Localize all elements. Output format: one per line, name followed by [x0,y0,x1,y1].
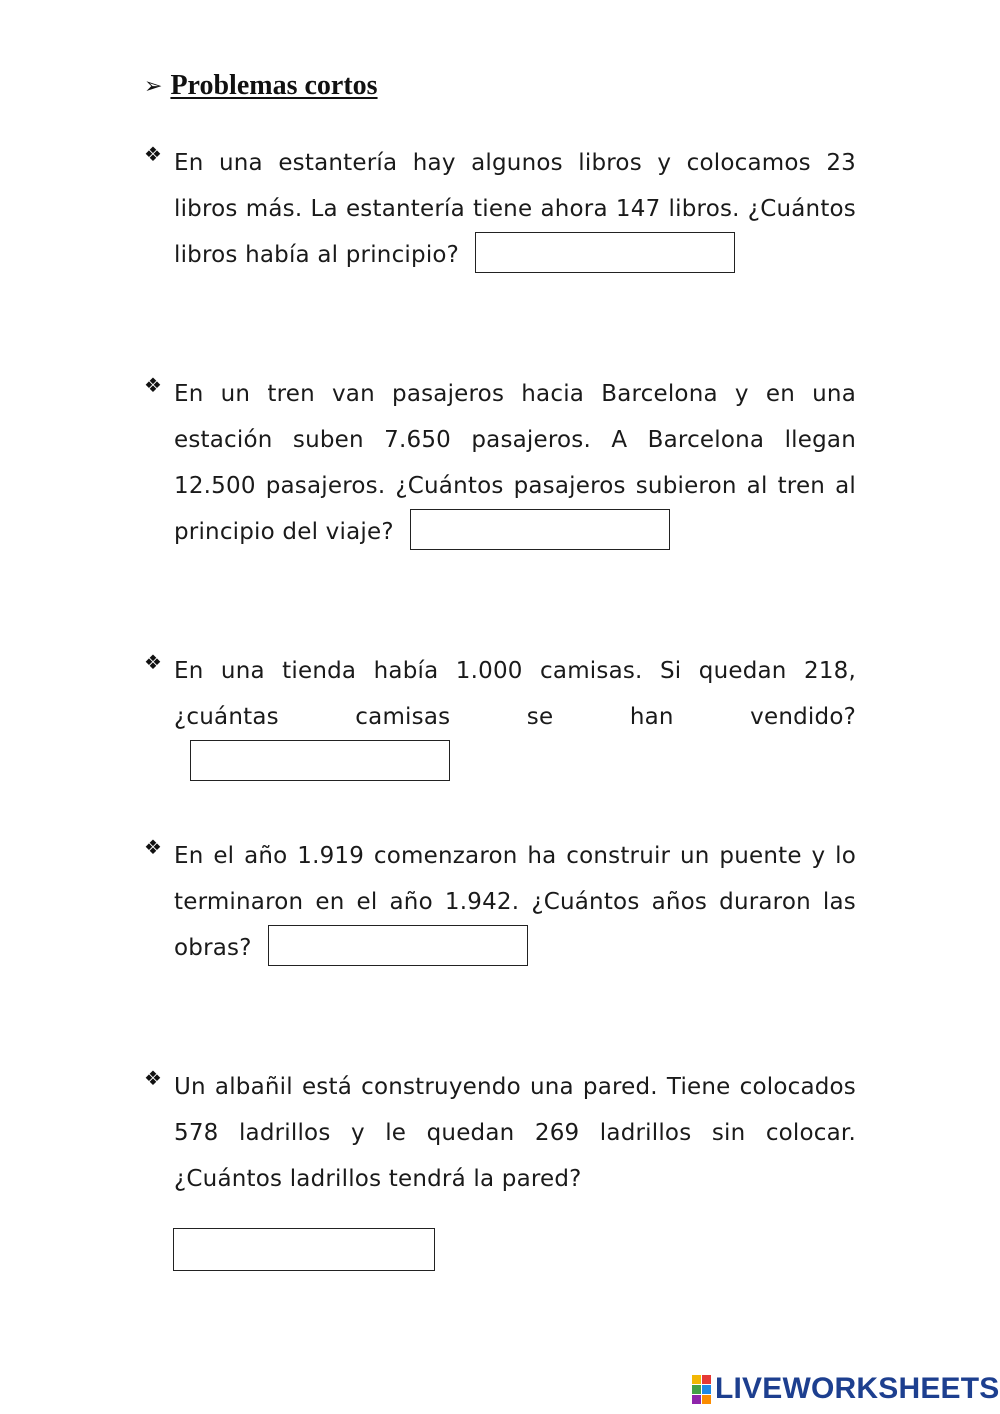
diamond-bullet-icon: ❖ [144,1066,162,1090]
arrow-bullet-icon: ➢ [144,73,163,99]
problem-4 [144,833,856,971]
problem-5 [144,1064,856,1202]
diamond-bullet-icon: ❖ [144,835,162,859]
problem-2-text: En un tren van pasajeros hacia Barcelona y en una estación suben 7.650 pasajeros. A Barcelona llegan 12.500 pasajeros. ¿Cuántos pasajeros subieron al tren al principio del viaje? [174,381,856,545]
problem-1 [144,140,856,278]
problem-1-text: En una estantería hay algunos libros y colocamos 23 libros más. La estantería tiene ahora 147 libros. ¿Cuántos libros había al principio? [174,150,856,268]
logo-blocks-icon [692,1375,711,1404]
diamond-bullet-icon: ❖ [144,142,162,166]
problem-5-text: Un albañil está construyendo una pared. Tiene colocados 578 ladrillos y le quedan 269 ladrillos sin colocar. ¿Cuántos ladrillos tendrá la pared? [174,1074,856,1192]
answer-box-1[interactable] [475,232,735,273]
problem-2 [144,371,856,555]
answer-box-4[interactable] [268,925,528,966]
liveworksheets-logo [692,1372,1000,1406]
section-heading [144,70,378,102]
diamond-bullet-icon: ❖ [144,373,162,397]
answer-box-5[interactable] [173,1228,435,1271]
diamond-bullet-icon: ❖ [144,650,162,674]
logo-text: LIVEWORKSHEETS [715,1372,1000,1405]
page-title: Problemas cortos [170,70,378,101]
answer-box-3[interactable] [190,740,450,781]
problem-3-text: En una tienda había 1.000 camisas. Si quedan 218, ¿cuántas camisas se han vendido? [174,658,856,730]
problem-4-text: En el año 1.919 comenzaron ha construir un puente y lo terminaron en el año 1.942. ¿Cuántos años duraron las obras? [174,843,856,961]
problem-3 [144,648,856,786]
answer-box-2[interactable] [410,509,670,550]
